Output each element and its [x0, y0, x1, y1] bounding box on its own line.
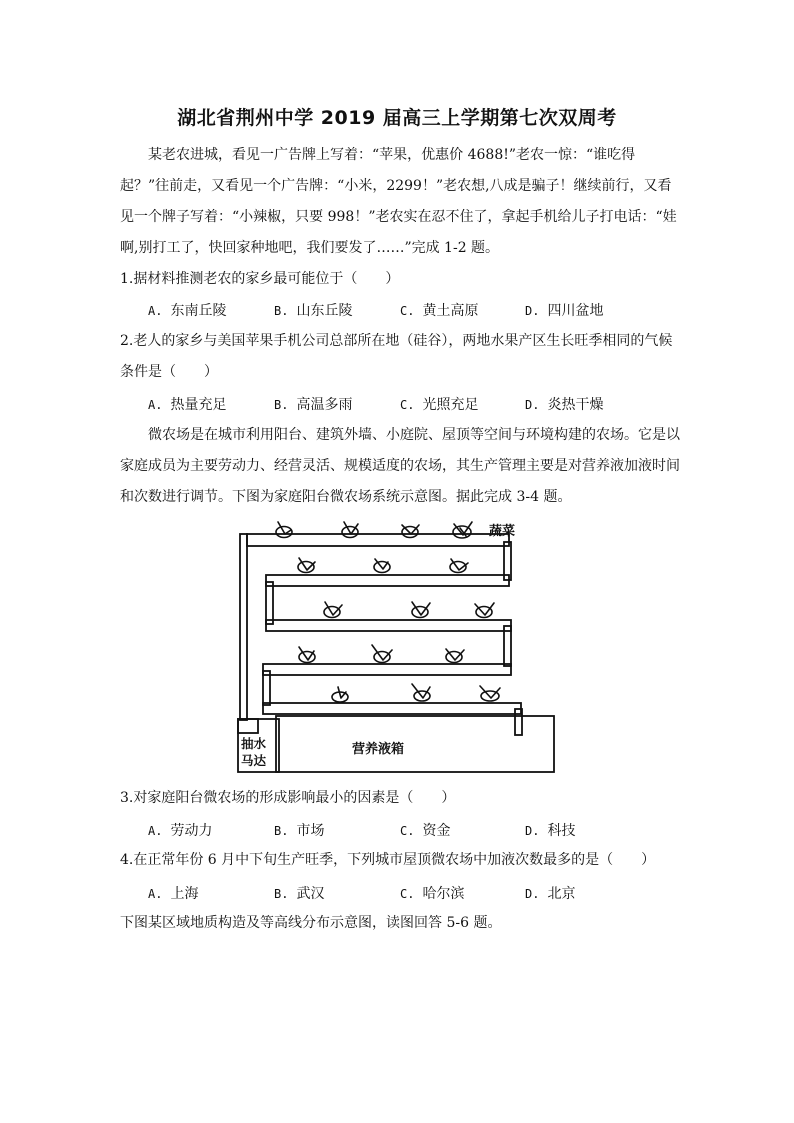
passage-micro-farm: 微农场是在城市利用阳台、建筑外墙、小庭院、屋顶等空间与环境构建的农场。它是以家庭成员为主要劳动力、经营灵活、规模适度的农场，其生产管理主要是对营养液加液时间和次数进行调节。下图为家庭阳台微农场系统示意图。据此完成 3-4 题。 [120, 427, 680, 505]
option-d[interactable]: D. 炎热干燥 [525, 397, 604, 413]
label-nutrient-tank: 营养液箱 [352, 742, 405, 757]
water-pipe [240, 534, 247, 720]
option-d[interactable]: D. 北京 [525, 886, 576, 902]
shelf-tier-4 [263, 664, 511, 675]
nutrient-tank [276, 716, 554, 772]
option-d[interactable]: D. 四川盆地 [525, 303, 604, 319]
option-b[interactable]: B. 高温多雨 [274, 397, 353, 413]
label-vegetable: 蔬菜 [489, 524, 516, 539]
question-4-options [148, 883, 688, 903]
shelf-tier-2-end [266, 582, 273, 624]
vegetable-plant [450, 559, 468, 573]
vegetable-plant [475, 603, 494, 618]
option-d[interactable]: D. 科技 [525, 823, 576, 839]
vegetable-plant [276, 522, 292, 538]
vegetable-plant [342, 522, 358, 538]
vegetable-plant [324, 602, 342, 618]
vegetable-plant [412, 602, 430, 618]
passage-geology: 下图某区域地质构造及等高线分布示意图，读图回答 5-6 题。 [120, 915, 502, 931]
question-4-stem: 4.在正常年份 6 月中下旬生产旺季，下列城市屋顶微农场中加液次数最多的是（ ） [120, 852, 656, 868]
vegetable-plant [372, 645, 392, 663]
question-3-stem: 3.对家庭阳台微农场的形成影响最小的因素是（ ） [120, 790, 456, 806]
farm-system-drawing [232, 512, 562, 774]
vegetable-plant [453, 522, 472, 538]
vegetable-plant [374, 559, 390, 573]
vegetable-plant [332, 687, 348, 702]
option-b[interactable]: B. 山东丘陵 [274, 303, 353, 319]
question-1-stem: 1.据材料推测老农的家乡最可能位于（ ） [120, 271, 400, 287]
option-c[interactable]: C. 光照充足 [400, 397, 479, 413]
question-2-options [148, 394, 688, 414]
option-a[interactable]: A. 东南丘陵 [148, 303, 227, 319]
shelf-tier-3-end [504, 626, 511, 666]
micro-farm-diagram [232, 512, 562, 774]
option-c[interactable]: C. 哈尔滨 [400, 886, 465, 902]
option-a[interactable]: A. 热量充足 [148, 397, 227, 413]
shelf-tier-5 [263, 703, 521, 714]
option-c[interactable]: C. 资金 [400, 823, 451, 839]
label-pump-motor: 抽水 马达 [241, 736, 267, 768]
pump-motor-cap [238, 719, 258, 733]
vegetable-plant [299, 647, 315, 663]
passage-farmer: 某老农进城，看见一广告牌上写着：“苹果，优惠价 4688!”老农一惊：“谁吃得起？”往前走，又看见一个广告牌：“小米，2299！”老农想,八成是骗子！继续前行，又看见一个牌子写着：“小辣椒，只要 998！”老农实在忍不住了，拿起手机给儿子打电话：“娃啊,别打工了，快回家种地吧，我们要发了……”完成 1-2 题。 [120, 147, 677, 256]
shelf-tier-3 [266, 620, 511, 631]
option-b[interactable]: B. 武汉 [274, 886, 325, 902]
question-2-stem: 2.老人的家乡与美国苹果手机公司总部所在地（硅谷），两地水果产区生长旺季相同的气候条件是（ ） [120, 333, 673, 380]
vegetable-plant [402, 525, 419, 538]
shelf-tier-2 [266, 575, 509, 586]
vegetable-plant [480, 686, 500, 701]
vegetable-plant [298, 558, 315, 573]
option-c[interactable]: C. 黄土高原 [400, 303, 479, 319]
option-a[interactable]: A. 上海 [148, 886, 199, 902]
vegetable-plant [412, 684, 430, 701]
option-b[interactable]: B. 市场 [274, 823, 325, 839]
question-3-options [148, 820, 688, 840]
vegetable-plant [446, 649, 464, 663]
shelf-tier-4-end [263, 671, 270, 705]
question-1-options [148, 300, 688, 320]
option-a[interactable]: A. 劳动力 [148, 823, 213, 839]
page-title: 湖北省荆州中学 2019 届高三上学期第七次双周考 [177, 107, 617, 129]
